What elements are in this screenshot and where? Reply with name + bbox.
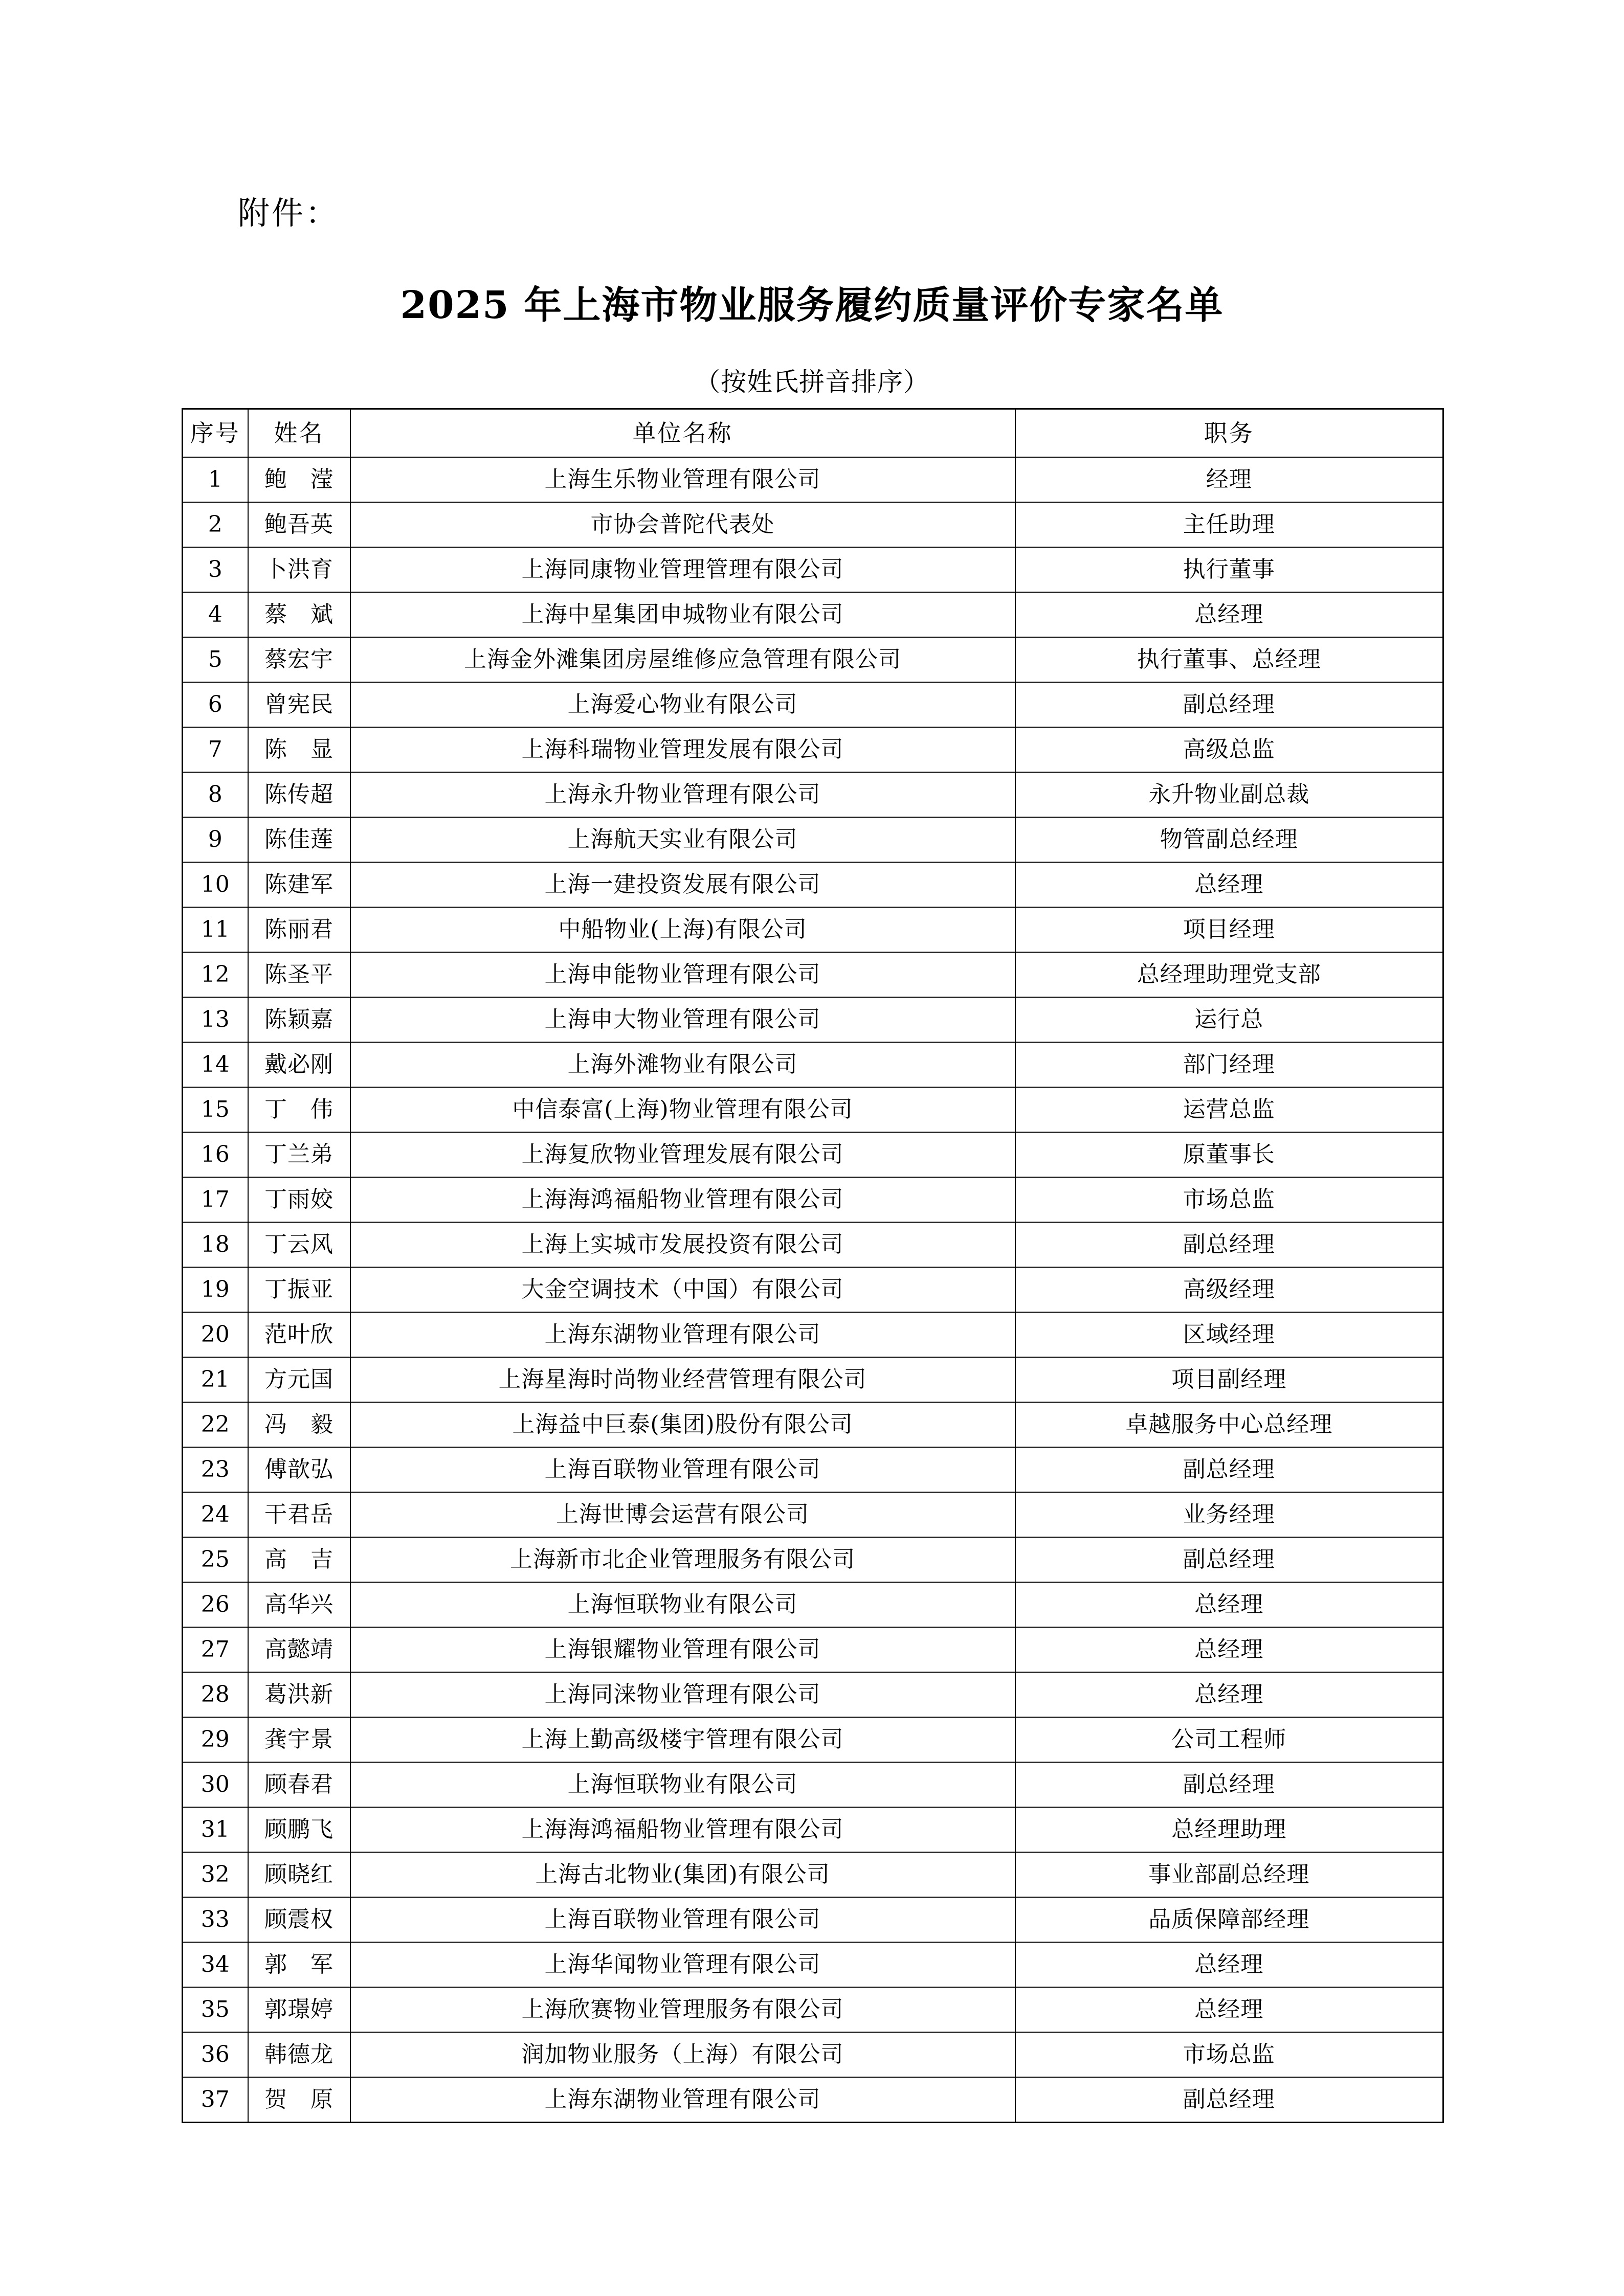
table-row [183, 1717, 1443, 1762]
table-row [183, 502, 1443, 547]
cell-seq: 14 [183, 1042, 248, 1087]
table-row [183, 1042, 1443, 1087]
table-row [183, 1447, 1443, 1492]
cell-name: 丁振亚 [248, 1267, 350, 1312]
cell-seq: 15 [183, 1087, 248, 1132]
cell-post: 事业部副总经理 [1015, 1852, 1443, 1897]
cell-unit: 上海同康物业管理管理有限公司 [350, 547, 1015, 592]
table-body [183, 457, 1443, 2123]
cell-unit: 上海中星集团申城物业有限公司 [350, 592, 1015, 637]
cell-seq: 3 [183, 547, 248, 592]
cell-unit: 大金空调技术（中国）有限公司 [350, 1267, 1015, 1312]
cell-seq: 6 [183, 682, 248, 727]
cell-unit: 上海复欣物业管理发展有限公司 [350, 1132, 1015, 1177]
cell-name: 陈丽君 [248, 907, 350, 952]
cell-post: 副总经理 [1015, 1762, 1443, 1807]
cell-post: 区域经理 [1015, 1312, 1443, 1357]
cell-unit: 上海永升物业管理有限公司 [350, 772, 1015, 817]
cell-name: 陈圣平 [248, 952, 350, 997]
cell-unit: 上海上勤高级楼宇管理有限公司 [350, 1717, 1015, 1762]
cell-post: 运行总 [1015, 997, 1443, 1042]
cell-name: 顾震权 [248, 1897, 350, 1942]
cell-post: 市场总监 [1015, 2032, 1443, 2077]
table-row [183, 1672, 1443, 1717]
cell-unit: 上海世博会运营有限公司 [350, 1492, 1015, 1537]
cell-name: 龚宇景 [248, 1717, 350, 1762]
table-row [183, 2032, 1443, 2077]
cell-post: 副总经理 [1015, 682, 1443, 727]
cell-post: 总经理 [1015, 1987, 1443, 2032]
table-header [183, 409, 1443, 458]
table-row [183, 1357, 1443, 1402]
table-row [183, 727, 1443, 772]
table-row [183, 1987, 1443, 2032]
table-row [183, 772, 1443, 817]
cell-seq: 35 [183, 1987, 248, 2032]
table-row [183, 1087, 1443, 1132]
table-row [183, 952, 1443, 997]
table-row [183, 1852, 1443, 1897]
cell-name: 郭 军 [248, 1942, 350, 1987]
cell-unit: 上海恒联物业有限公司 [350, 1762, 1015, 1807]
cell-post: 总经理 [1015, 592, 1443, 637]
cell-unit: 润加物业服务（上海）有限公司 [350, 2032, 1015, 2077]
cell-name: 丁云风 [248, 1222, 350, 1267]
cell-seq: 16 [183, 1132, 248, 1177]
cell-post: 品质保障部经理 [1015, 1897, 1443, 1942]
cell-name: 陈佳莲 [248, 817, 350, 862]
cell-seq: 7 [183, 727, 248, 772]
cell-name: 卜洪育 [248, 547, 350, 592]
cell-seq: 25 [183, 1537, 248, 1582]
cell-unit: 中信泰富(上海)物业管理有限公司 [350, 1087, 1015, 1132]
cell-name: 陈 显 [248, 727, 350, 772]
cell-post: 总经理 [1015, 1627, 1443, 1672]
cell-seq: 32 [183, 1852, 248, 1897]
cell-post: 总经理 [1015, 1672, 1443, 1717]
cell-seq: 36 [183, 2032, 248, 2077]
cell-seq: 22 [183, 1402, 248, 1447]
cell-post: 高级经理 [1015, 1267, 1443, 1312]
cell-unit: 上海东湖物业管理有限公司 [350, 1312, 1015, 1357]
table-row [183, 1312, 1443, 1357]
cell-name: 高懿靖 [248, 1627, 350, 1672]
cell-name: 鲍吾英 [248, 502, 350, 547]
table-row [183, 1222, 1443, 1267]
table-row [183, 862, 1443, 907]
cell-unit: 上海华闻物业管理有限公司 [350, 1942, 1015, 1987]
cell-post: 运营总监 [1015, 1087, 1443, 1132]
cell-seq: 28 [183, 1672, 248, 1717]
cell-post: 项目副经理 [1015, 1357, 1443, 1402]
cell-name: 傅歆弘 [248, 1447, 350, 1492]
expert-table [182, 408, 1444, 2123]
table-row [183, 457, 1443, 502]
table-row [183, 1177, 1443, 1222]
cell-unit: 上海上实城市发展投资有限公司 [350, 1222, 1015, 1267]
cell-seq: 10 [183, 862, 248, 907]
table-row [183, 997, 1443, 1042]
cell-unit: 上海新市北企业管理服务有限公司 [350, 1537, 1015, 1582]
cell-seq: 2 [183, 502, 248, 547]
cell-unit: 上海爱心物业有限公司 [350, 682, 1015, 727]
cell-seq: 24 [183, 1492, 248, 1537]
cell-seq: 18 [183, 1222, 248, 1267]
cell-post: 副总经理 [1015, 1222, 1443, 1267]
cell-post: 副总经理 [1015, 1447, 1443, 1492]
cell-unit: 上海古北物业(集团)有限公司 [350, 1852, 1015, 1897]
cell-name: 顾春君 [248, 1762, 350, 1807]
cell-post: 市场总监 [1015, 1177, 1443, 1222]
cell-seq: 9 [183, 817, 248, 862]
cell-unit: 上海申能物业管理有限公司 [350, 952, 1015, 997]
cell-seq: 34 [183, 1942, 248, 1987]
cell-post: 副总经理 [1015, 1537, 1443, 1582]
cell-name: 范叶欣 [248, 1312, 350, 1357]
cell-post: 总经理 [1015, 1582, 1443, 1627]
cell-unit: 上海银耀物业管理有限公司 [350, 1627, 1015, 1672]
table-row [183, 1267, 1443, 1312]
page-title: 2025 年上海市物业服务履约质量评价专家名单 [400, 283, 1224, 327]
cell-seq: 31 [183, 1807, 248, 1852]
cell-seq: 8 [183, 772, 248, 817]
cell-name: 曾宪民 [248, 682, 350, 727]
cell-unit: 上海益中巨泰(集团)股份有限公司 [350, 1402, 1015, 1447]
cell-seq: 21 [183, 1357, 248, 1402]
table-row [183, 1942, 1443, 1987]
table-row [183, 1897, 1443, 1942]
cell-unit: 上海恒联物业有限公司 [350, 1582, 1015, 1627]
cell-unit: 上海百联物业管理有限公司 [350, 1447, 1015, 1492]
table-row [183, 637, 1443, 682]
cell-post: 执行董事 [1015, 547, 1443, 592]
cell-post: 卓越服务中心总经理 [1015, 1402, 1443, 1447]
cell-post: 高级总监 [1015, 727, 1443, 772]
cell-unit: 上海海鸿福船物业管理有限公司 [350, 1177, 1015, 1222]
cell-post: 经理 [1015, 457, 1443, 502]
cell-name: 方元国 [248, 1357, 350, 1402]
cell-seq: 29 [183, 1717, 248, 1762]
cell-name: 陈建军 [248, 862, 350, 907]
cell-seq: 4 [183, 592, 248, 637]
cell-post: 副总经理 [1015, 2077, 1443, 2123]
cell-unit: 上海金外滩集团房屋维修应急管理有限公司 [350, 637, 1015, 682]
cell-unit: 上海欣赛物业管理服务有限公司 [350, 1987, 1015, 2032]
cell-unit: 上海海鸿福船物业管理有限公司 [350, 1807, 1015, 1852]
cell-name: 高 吉 [248, 1537, 350, 1582]
cell-seq: 27 [183, 1627, 248, 1672]
cell-name: 高华兴 [248, 1582, 350, 1627]
cell-unit: 上海星海时尚物业经营管理有限公司 [350, 1357, 1015, 1402]
cell-post: 公司工程师 [1015, 1717, 1443, 1762]
cell-unit: 上海一建投资发展有限公司 [350, 862, 1015, 907]
table-row [183, 682, 1443, 727]
table-row [183, 1627, 1443, 1672]
cell-seq: 26 [183, 1582, 248, 1627]
cell-post: 永升物业副总裁 [1015, 772, 1443, 817]
cell-seq: 1 [183, 457, 248, 502]
cell-post: 主任助理 [1015, 502, 1443, 547]
cell-seq: 33 [183, 1897, 248, 1942]
cell-name: 冯 毅 [248, 1402, 350, 1447]
cell-unit: 上海百联物业管理有限公司 [350, 1897, 1015, 1942]
cell-seq: 17 [183, 1177, 248, 1222]
expert-table-container [182, 408, 1442, 2123]
cell-unit: 市协会普陀代表处 [350, 502, 1015, 547]
cell-name: 丁兰弟 [248, 1132, 350, 1177]
cell-unit: 中船物业(上海)有限公司 [350, 907, 1015, 952]
cell-seq: 20 [183, 1312, 248, 1357]
cell-name: 陈颖嘉 [248, 997, 350, 1042]
cell-name: 贺 原 [248, 2077, 350, 2123]
table-row [183, 1582, 1443, 1627]
cell-unit: 上海东湖物业管理有限公司 [350, 2077, 1015, 2123]
cell-post: 物管副总经理 [1015, 817, 1443, 862]
cell-name: 顾鹏飞 [248, 1807, 350, 1852]
table-row [183, 1132, 1443, 1177]
cell-seq: 23 [183, 1447, 248, 1492]
table-row [183, 907, 1443, 952]
column-header-unit: 单位名称 [350, 409, 1015, 458]
table-row [183, 547, 1443, 592]
cell-post: 部门经理 [1015, 1042, 1443, 1087]
cell-name: 丁 伟 [248, 1087, 350, 1132]
cell-name: 丁雨姣 [248, 1177, 350, 1222]
cell-post: 总经理助理 [1015, 1807, 1443, 1852]
cell-name: 顾晓红 [248, 1852, 350, 1897]
cell-post: 总经理 [1015, 862, 1443, 907]
attachment-label: 附件： [238, 194, 340, 232]
cell-name: 韩德龙 [248, 2032, 350, 2077]
table-row [183, 2077, 1443, 2123]
cell-post: 总经理 [1015, 1942, 1443, 1987]
cell-post: 总经理助理党支部 [1015, 952, 1443, 997]
cell-seq: 11 [183, 907, 248, 952]
table-row [183, 592, 1443, 637]
cell-seq: 13 [183, 997, 248, 1042]
cell-name: 葛洪新 [248, 1672, 350, 1717]
column-header-seq: 序号 [183, 409, 248, 458]
cell-name: 陈传超 [248, 772, 350, 817]
cell-seq: 19 [183, 1267, 248, 1312]
cell-name: 郭璟婷 [248, 1987, 350, 2032]
cell-name: 干君岳 [248, 1492, 350, 1537]
cell-unit: 上海航天实业有限公司 [350, 817, 1015, 862]
table-row [183, 1807, 1443, 1852]
cell-unit: 上海生乐物业管理有限公司 [350, 457, 1015, 502]
cell-name: 蔡宏宇 [248, 637, 350, 682]
cell-unit: 上海科瑞物业管理发展有限公司 [350, 727, 1015, 772]
cell-seq: 5 [183, 637, 248, 682]
cell-unit: 上海外滩物业有限公司 [350, 1042, 1015, 1087]
column-header-post: 职务 [1015, 409, 1443, 458]
table-row [183, 817, 1443, 862]
cell-post: 项目经理 [1015, 907, 1443, 952]
cell-post: 原董事长 [1015, 1132, 1443, 1177]
cell-seq: 12 [183, 952, 248, 997]
cell-seq: 30 [183, 1762, 248, 1807]
cell-name: 戴必刚 [248, 1042, 350, 1087]
cell-unit: 上海申大物业管理有限公司 [350, 997, 1015, 1042]
cell-unit: 上海同涞物业管理有限公司 [350, 1672, 1015, 1717]
column-header-name: 姓名 [248, 409, 350, 458]
table-row [183, 1402, 1443, 1447]
page-subtitle: （按姓氏拼音排序） [695, 367, 929, 397]
table-row [183, 1537, 1443, 1582]
table-row [183, 1492, 1443, 1537]
cell-name: 蔡 斌 [248, 592, 350, 637]
table-row [183, 1762, 1443, 1807]
table-header-row [183, 409, 1443, 458]
cell-seq: 37 [183, 2077, 248, 2123]
cell-name: 鲍 滢 [248, 457, 350, 502]
cell-post: 执行董事、总经理 [1015, 637, 1443, 682]
cell-post: 业务经理 [1015, 1492, 1443, 1537]
